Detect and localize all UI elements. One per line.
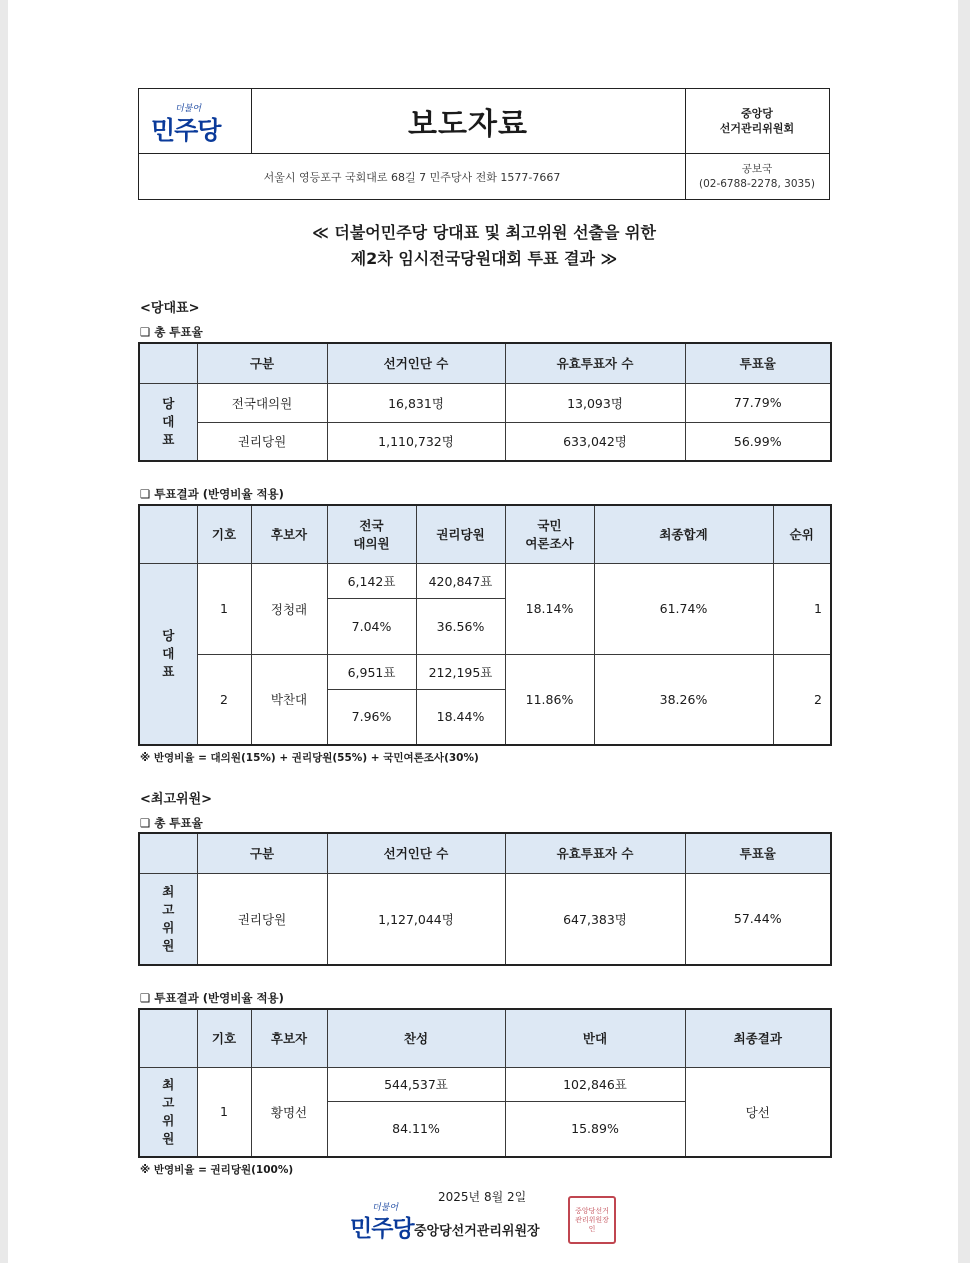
table-cell: 6,951표 (327, 654, 416, 689)
row-group-label: 당 대 표 (139, 383, 197, 461)
header-cell: 기호 (197, 505, 251, 563)
header-cell: 유효투표자 수 (505, 833, 685, 873)
document-title-line-1: ≪ 더불어민주당 당대표 및 최고위원 선출을 위한 (312, 223, 656, 242)
table-row (139, 422, 831, 461)
table-row (139, 873, 831, 965)
council-section-title: <최고위원> (140, 792, 213, 807)
signer-title: 중앙당선거관리위원장 (414, 1224, 540, 1239)
leader-turnout-table (138, 342, 832, 462)
header-cell: 선거인단 수 (327, 343, 505, 383)
header-cell: 찬성 (327, 1009, 505, 1067)
table-cell: 544,537표 (327, 1067, 505, 1101)
org-line-2: 선거관리위원회 (719, 122, 795, 135)
header-cell: 전국 대의원 (327, 505, 416, 563)
table-header-row (139, 343, 831, 383)
table-cell: 61.74% (594, 563, 773, 654)
leader-turnout-title: ❑ 총 투표율 (140, 325, 203, 339)
table-cell: 647,383명 (505, 873, 685, 965)
contact-phone: (02-6788-2278, 3035) (699, 177, 815, 190)
table-cell: 18.14% (505, 563, 594, 654)
header-cell: 순위 (773, 505, 831, 563)
issuing-organization (685, 89, 829, 153)
table-row (139, 654, 831, 689)
table-cell: 권리당원 (197, 873, 327, 965)
corner-cell (139, 343, 197, 383)
table-cell: 정청래 (251, 563, 327, 654)
logo-small-text: 더불어 (175, 104, 202, 114)
header-cell: 후보자 (251, 1009, 327, 1067)
table-cell: 15.89% (505, 1101, 685, 1157)
table-cell: 102,846표 (505, 1067, 685, 1101)
leader-ratio-note: ※ 반영비율 = 대의원(15%) + 권리당원(55%) + 국민여론조사(30%) (140, 752, 479, 764)
party-address: 서울시 영등포구 국회대로 68길 7 민주당사 전화 1577-7667 (139, 153, 686, 199)
table-cell: 당선 (685, 1067, 831, 1157)
table-cell: 18.44% (416, 689, 505, 745)
header-cell: 선거인단 수 (327, 833, 505, 873)
footer-logo-small-text: 더불어 (372, 1203, 399, 1213)
header-cell: 최종결과 (685, 1009, 831, 1067)
header-cell: 구분 (197, 833, 327, 873)
table-cell: 6,142표 (327, 563, 416, 598)
party-logo (139, 89, 252, 153)
table-cell: 2 (773, 654, 831, 745)
council-result-table (138, 1008, 832, 1158)
contact-dept: 공보국 (741, 162, 773, 175)
council-turnout-table (138, 832, 832, 966)
leader-section-title: <당대표> (140, 301, 200, 316)
table-cell: 13,093명 (505, 383, 685, 422)
header-cell: 후보자 (251, 505, 327, 563)
table-cell: 16,831명 (327, 383, 505, 422)
table-cell: 박찬대 (251, 654, 327, 745)
table-cell: 2 (197, 654, 251, 745)
table-cell: 7.96% (327, 689, 416, 745)
official-seal: 중앙당선거관리위원장인 (568, 1196, 616, 1244)
table-cell: 7.04% (327, 598, 416, 654)
header-cell: 투표율 (685, 343, 831, 383)
table-cell: 황명선 (251, 1067, 327, 1157)
header-cell: 구분 (197, 343, 327, 383)
table-row (139, 1067, 831, 1101)
contact-info (685, 153, 829, 199)
table-header-row (139, 1009, 831, 1067)
release-date: 2025년 8월 2일 (438, 1190, 527, 1204)
table-cell: 212,195표 (416, 654, 505, 689)
table-cell: 633,042명 (505, 422, 685, 461)
table-row (139, 383, 831, 422)
header-cell: 국민 여론조사 (505, 505, 594, 563)
table-cell: 1,127,044명 (327, 873, 505, 965)
corner-cell (139, 1009, 197, 1067)
row-group-label: 최 고 위 원 (139, 873, 197, 965)
council-turnout-title: ❑ 총 투표율 (140, 816, 203, 830)
leader-result-table (138, 504, 832, 746)
table-cell: 38.26% (594, 654, 773, 745)
row-group-label: 당 대 표 (139, 563, 197, 745)
header-cell: 투표율 (685, 833, 831, 873)
header-cell: 유효투표자 수 (505, 343, 685, 383)
table-row (139, 563, 831, 598)
press-release-header (138, 88, 830, 200)
table-cell: 36.56% (416, 598, 505, 654)
table-cell: 권리당원 (197, 422, 327, 461)
logo-big-text: 민주당 (151, 116, 221, 145)
table-header-row (139, 833, 831, 873)
table-cell: 1,110,732명 (327, 422, 505, 461)
header-cell: 권리당원 (416, 505, 505, 563)
org-line-1: 중앙당 (741, 107, 773, 120)
council-ratio-note: ※ 반영비율 = 권리당원(100%) (140, 1164, 294, 1176)
table-cell: 전국대의원 (197, 383, 327, 422)
leader-result-title: ❑ 투표결과 (반영비율 적용) (140, 487, 284, 501)
press-release-title: 보도자료 (251, 89, 686, 153)
table-header-row (139, 505, 831, 563)
footer-logo-big-text: 민주당 (350, 1216, 414, 1242)
table-cell: 1 (773, 563, 831, 654)
header-cell: 반대 (505, 1009, 685, 1067)
table-cell: 77.79% (685, 383, 831, 422)
table-cell: 420,847표 (416, 563, 505, 598)
header-cell: 최종합계 (594, 505, 773, 563)
header-cell: 기호 (197, 1009, 251, 1067)
table-cell: 57.44% (685, 873, 831, 965)
council-result-title: ❑ 투표결과 (반영비율 적용) (140, 991, 284, 1005)
corner-cell (139, 505, 197, 563)
corner-cell (139, 833, 197, 873)
document-title-line-2: 제2차 임시전국당원대회 투표 결과 ≫ (350, 249, 618, 268)
row-group-label: 최 고 위 원 (139, 1067, 197, 1157)
table-cell: 1 (197, 563, 251, 654)
table-cell: 84.11% (327, 1101, 505, 1157)
table-cell: 56.99% (685, 422, 831, 461)
table-cell: 11.86% (505, 654, 594, 745)
table-cell: 1 (197, 1067, 251, 1157)
